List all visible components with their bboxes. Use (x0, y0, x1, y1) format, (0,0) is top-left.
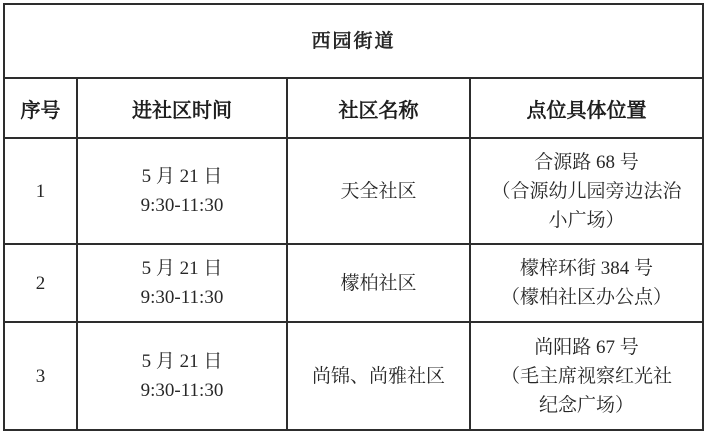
header-serial-number: 序号 (4, 78, 77, 138)
header-location-detail: 点位具体位置 (470, 78, 703, 138)
header-visit-time: 进社区时间 (77, 78, 287, 138)
page-title: 西园街道 (4, 4, 703, 78)
header-row (4, 78, 703, 138)
visit-hours: 9:30-11:30 (140, 380, 224, 402)
location-line: 尚阳路 67 号 (534, 336, 639, 358)
table-row (4, 322, 703, 430)
location-line: （合源幼儿园旁边法治 (491, 180, 682, 202)
location-cell (470, 244, 703, 323)
table-row (4, 138, 703, 243)
location-cell (470, 322, 703, 430)
location-line: 纪念广场） (539, 394, 635, 416)
visit-hours: 9:30-11:30 (140, 195, 224, 217)
serial-number-cell: 3 (4, 322, 77, 430)
visit-date: 5 月 21 日 (141, 351, 223, 373)
location-line: 檬梓环街 384 号 (520, 258, 654, 280)
visit-time-cell (77, 138, 287, 243)
serial-number-cell: 2 (4, 244, 77, 323)
location-line: 合源路 68 号 (534, 151, 639, 173)
visit-hours: 9:30-11:30 (140, 287, 224, 309)
title-row (4, 4, 703, 78)
visit-time-cell (77, 244, 287, 323)
header-community-name: 社区名称 (287, 78, 470, 138)
community-schedule-table (3, 3, 704, 431)
community-name-cell: 檬柏社区 (287, 244, 470, 323)
location-line: （毛主席视察红光社 (501, 365, 673, 387)
location-line: （檬柏社区办公点） (501, 287, 673, 309)
serial-number-cell: 1 (4, 138, 77, 243)
location-cell (470, 138, 703, 243)
table-row (4, 244, 703, 323)
visit-date: 5 月 21 日 (141, 166, 223, 188)
location-line: 小广场） (548, 209, 625, 231)
community-name-cell: 天全社区 (287, 138, 470, 243)
community-name-cell: 尚锦、尚雅社区 (287, 322, 470, 430)
visit-time-cell (77, 322, 287, 430)
visit-date: 5 月 21 日 (141, 258, 223, 280)
